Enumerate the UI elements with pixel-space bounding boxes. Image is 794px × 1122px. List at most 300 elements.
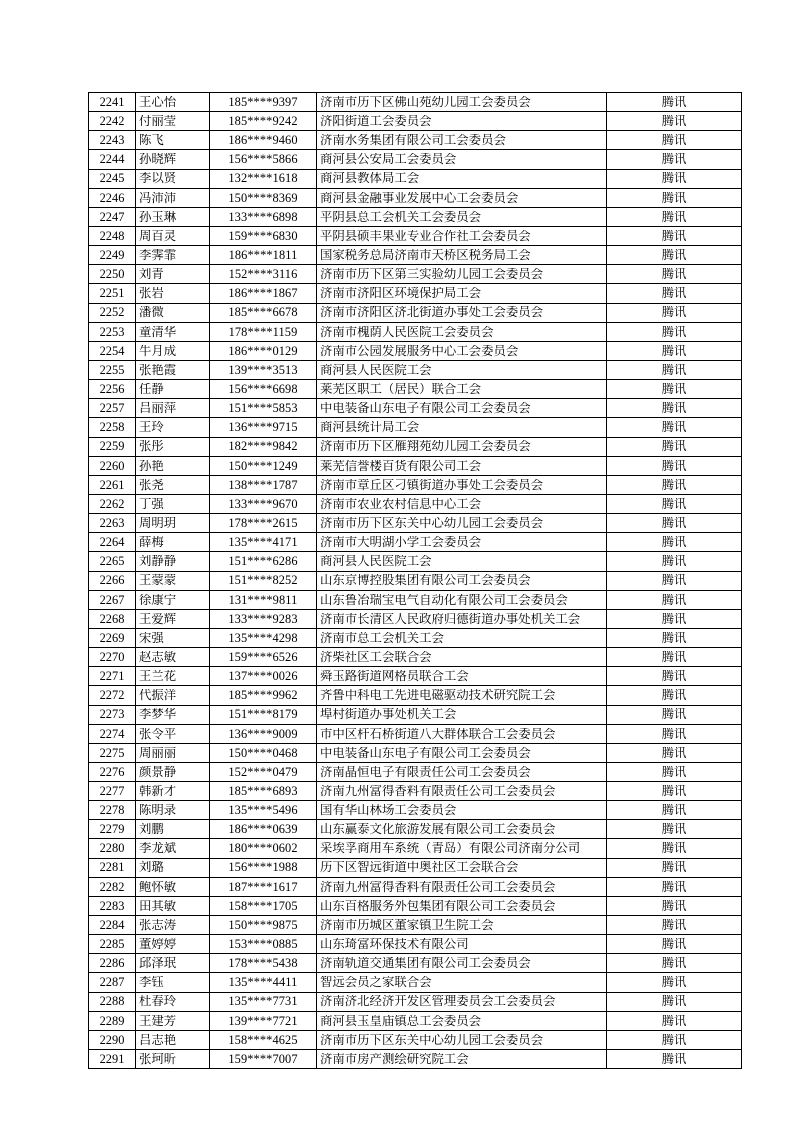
cell-sequence-number — [89, 648, 136, 667]
cell-sequence-number — [89, 112, 136, 131]
table-row — [89, 724, 742, 743]
cell-sequence-number — [89, 533, 136, 552]
cell-source — [607, 456, 742, 475]
cell-union-organization — [317, 858, 607, 877]
cell-phone-number — [210, 973, 317, 992]
cell-phone-number-text: 186****0639 — [228, 823, 298, 836]
cell-union-organization — [317, 131, 607, 150]
cell-sequence-number — [89, 877, 136, 896]
cell-member-name — [136, 150, 210, 169]
cell-source — [607, 169, 742, 188]
cell-sequence-number — [89, 131, 136, 150]
cell-phone-number — [210, 494, 317, 513]
cell-phone-number-text: 159****6830 — [228, 229, 298, 243]
cell-member-name — [136, 782, 210, 801]
cell-member-name-text: 周明玥 — [139, 516, 177, 530]
cell-source — [607, 112, 742, 131]
table-row — [89, 896, 742, 915]
cell-sequence-number-text: 2267 — [99, 593, 125, 606]
cell-sequence-number — [89, 954, 136, 973]
cell-member-name — [136, 1011, 210, 1030]
cell-member-name — [136, 686, 210, 705]
table-row — [89, 628, 742, 647]
cell-union-organization-text: 济南市历下区东关中心幼儿园工会委员会 — [320, 516, 544, 530]
cell-sequence-number-text: 2288 — [99, 995, 125, 1008]
cell-member-name-text: 孙玉琳 — [139, 210, 177, 224]
cell-union-organization — [317, 686, 607, 705]
cell-phone-number-text: 186****9460 — [228, 134, 298, 147]
cell-source-text: 腾讯 — [661, 784, 687, 798]
roster-table — [88, 92, 742, 1069]
cell-member-name-text: 董婷婷 — [139, 938, 177, 951]
cell-sequence-number-text: 2274 — [99, 727, 125, 740]
table-row — [89, 303, 742, 322]
cell-phone-number — [210, 475, 317, 494]
cell-member-name-text: 孙艳 — [139, 459, 164, 472]
cell-source-text: 腾讯 — [661, 153, 687, 166]
cell-member-name — [136, 954, 210, 973]
cell-union-organization-text: 济南九州富得香料有限责任公司工会委员会 — [320, 784, 556, 798]
table-row — [89, 705, 742, 724]
cell-phone-number — [210, 686, 317, 705]
cell-member-name — [136, 896, 210, 915]
table-row — [89, 533, 742, 552]
cell-phone-number-text: 186****0129 — [228, 344, 298, 358]
cell-union-organization — [317, 705, 607, 724]
cell-source-text: 腾讯 — [661, 363, 687, 377]
cell-phone-number-text: 135****4298 — [228, 631, 298, 645]
cell-union-organization — [317, 93, 607, 112]
cell-phone-number-text: 133****9283 — [228, 612, 298, 626]
cell-phone-number-text: 151****6286 — [228, 555, 298, 568]
cell-union-organization — [317, 1050, 607, 1069]
cell-member-name-text: 王兰花 — [139, 670, 177, 683]
cell-sequence-number-text: 2264 — [99, 536, 125, 549]
cell-member-name — [136, 916, 210, 935]
cell-phone-number-text: 150****8369 — [228, 191, 298, 204]
cell-source — [607, 207, 742, 226]
cell-member-name — [136, 475, 210, 494]
roster-table-container — [88, 92, 706, 1069]
cell-source-text: 腾讯 — [661, 1052, 687, 1066]
cell-phone-number — [210, 1030, 317, 1049]
cell-source — [607, 494, 742, 513]
cell-source-text: 腾讯 — [661, 402, 687, 415]
table-row — [89, 935, 742, 954]
cell-source-text: 腾讯 — [661, 804, 687, 817]
cell-sequence-number-text: 2277 — [99, 784, 125, 798]
cell-member-name — [136, 93, 210, 112]
cell-phone-number-text: 178****5438 — [228, 957, 298, 970]
cell-sequence-number — [89, 1011, 136, 1030]
cell-union-organization — [317, 839, 607, 858]
cell-union-organization — [317, 475, 607, 494]
cell-member-name — [136, 514, 210, 533]
cell-phone-number-text: 135****7731 — [228, 995, 298, 1008]
cell-source-text: 腾讯 — [661, 727, 687, 740]
cell-union-organization-text: 埠村街道办事处机关工会 — [320, 708, 457, 721]
cell-source — [607, 265, 742, 284]
cell-source-text: 腾讯 — [661, 842, 687, 855]
cell-phone-number-text: 151****8252 — [228, 574, 298, 587]
cell-union-organization-text: 平阴县总工会机关工会委员会 — [320, 210, 482, 224]
table-row — [89, 954, 742, 973]
cell-source — [607, 916, 742, 935]
cell-member-name-text: 冯沛沛 — [139, 191, 177, 204]
cell-phone-number — [210, 131, 317, 150]
cell-phone-number — [210, 935, 317, 954]
cell-phone-number-text: 185****6678 — [228, 306, 298, 319]
cell-source-text: 腾讯 — [661, 612, 687, 626]
table-row — [89, 973, 742, 992]
cell-phone-number — [210, 169, 317, 188]
cell-phone-number — [210, 705, 317, 724]
cell-source-text: 腾讯 — [661, 115, 687, 128]
cell-phone-number-text: 135****4411 — [228, 976, 298, 989]
cell-union-organization-text: 济南市房产测绘研究院工会 — [320, 1052, 469, 1066]
cell-union-organization — [317, 533, 607, 552]
cell-phone-number — [210, 112, 317, 131]
cell-union-organization — [317, 341, 607, 360]
cell-phone-number-text: 137****0026 — [228, 670, 298, 683]
cell-member-name-text: 潘微 — [139, 306, 164, 319]
cell-union-organization — [317, 916, 607, 935]
cell-member-name — [136, 131, 210, 150]
cell-member-name — [136, 552, 210, 571]
cell-union-organization-text: 济南市历下区佛山苑幼儿园工会委员会 — [320, 95, 531, 109]
cell-union-organization — [317, 360, 607, 379]
cell-member-name-text: 周百灵 — [139, 229, 177, 243]
cell-source — [607, 533, 742, 552]
cell-sequence-number-text: 2273 — [99, 708, 125, 721]
cell-sequence-number-text: 2260 — [99, 459, 125, 472]
cell-union-organization — [317, 380, 607, 399]
cell-phone-number-text: 133****6898 — [228, 210, 298, 224]
cell-sequence-number — [89, 514, 136, 533]
cell-member-name — [136, 456, 210, 475]
table-row — [89, 399, 742, 418]
cell-member-name-text: 李钰 — [139, 976, 164, 989]
cell-source-text: 腾讯 — [661, 172, 687, 185]
cell-member-name — [136, 801, 210, 820]
cell-source — [607, 743, 742, 762]
cell-union-organization — [317, 150, 607, 169]
table-row — [89, 188, 742, 207]
cell-phone-number-text: 158****1705 — [228, 899, 298, 913]
cell-source-text: 腾讯 — [661, 516, 687, 530]
cell-union-organization-text: 莱芜区职工（居民）联合工会 — [320, 382, 482, 396]
cell-sequence-number — [89, 150, 136, 169]
table-row — [89, 571, 742, 590]
cell-union-organization — [317, 954, 607, 973]
cell-phone-number-text: 151****8179 — [228, 708, 298, 721]
cell-sequence-number-text: 2253 — [99, 325, 125, 338]
cell-source-text: 腾讯 — [661, 210, 687, 224]
cell-union-organization-text: 山东京博控股集团有限公司工会委员会 — [320, 574, 531, 587]
cell-phone-number-text: 150****9875 — [228, 918, 298, 932]
cell-member-name — [136, 284, 210, 303]
cell-sequence-number — [89, 456, 136, 475]
cell-phone-number — [210, 609, 317, 628]
cell-union-organization-text: 山东琦富环保技术有限公司 — [320, 938, 469, 951]
cell-source — [607, 303, 742, 322]
cell-sequence-number — [89, 1030, 136, 1049]
cell-sequence-number — [89, 399, 136, 418]
cell-phone-number — [210, 93, 317, 112]
cell-source-text: 腾讯 — [661, 325, 687, 338]
table-row — [89, 112, 742, 131]
cell-sequence-number-text: 2286 — [99, 957, 125, 970]
cell-member-name — [136, 743, 210, 762]
cell-source-text: 腾讯 — [661, 497, 687, 511]
cell-member-name — [136, 322, 210, 341]
cell-member-name — [136, 877, 210, 896]
cell-union-organization-text: 济南市农业农村信息中心工会 — [320, 497, 482, 511]
cell-union-organization — [317, 973, 607, 992]
cell-sequence-number — [89, 1050, 136, 1069]
cell-source-text: 腾讯 — [661, 421, 687, 434]
table-row — [89, 246, 742, 265]
cell-sequence-number — [89, 322, 136, 341]
cell-member-name — [136, 667, 210, 686]
cell-union-organization-text: 市中区杆石桥街道八大群体联合工会委员会 — [320, 727, 556, 740]
cell-member-name — [136, 226, 210, 245]
cell-member-name-text: 孙晓辉 — [139, 153, 177, 166]
cell-sequence-number-text: 2254 — [99, 344, 125, 358]
cell-member-name-text: 丁强 — [139, 497, 164, 511]
cell-phone-number-text: 185****9962 — [228, 689, 298, 702]
cell-source-text: 腾讯 — [661, 593, 687, 606]
cell-union-organization-text: 平阴县硕丰果业专业合作社工会委员会 — [320, 229, 531, 243]
cell-source — [607, 226, 742, 245]
cell-union-organization — [317, 226, 607, 245]
cell-member-name-text: 付丽莹 — [139, 115, 177, 128]
cell-union-organization-text: 商河县公安局工会委员会 — [320, 153, 457, 166]
cell-phone-number — [210, 1050, 317, 1069]
cell-union-organization-text: 济南济北经济开发区管理委员会工会委员会 — [320, 995, 556, 1008]
cell-sequence-number-text: 2283 — [99, 899, 125, 913]
cell-sequence-number-text: 2251 — [99, 287, 125, 300]
cell-member-name-text: 童清华 — [139, 325, 177, 338]
cell-phone-number — [210, 1011, 317, 1030]
table-row — [89, 207, 742, 226]
cell-union-organization-text: 济南市长清区人民政府归德街道办事处机关工会 — [320, 612, 581, 626]
cell-phone-number-text: 139****3513 — [228, 363, 298, 377]
cell-source-text: 腾讯 — [661, 287, 687, 300]
cell-phone-number-text: 185****6893 — [228, 784, 298, 798]
cell-source — [607, 762, 742, 781]
cell-phone-number-text: 185****9242 — [228, 115, 298, 128]
cell-union-organization — [317, 935, 607, 954]
cell-sequence-number-text: 2257 — [99, 402, 125, 415]
cell-phone-number — [210, 724, 317, 743]
cell-member-name-text: 杜春玲 — [139, 995, 177, 1008]
cell-phone-number-text: 182****9842 — [228, 440, 298, 453]
cell-phone-number — [210, 896, 317, 915]
cell-phone-number-text: 185****9397 — [228, 95, 298, 109]
cell-member-name-text: 赵志敏 — [139, 650, 177, 664]
cell-member-name — [136, 571, 210, 590]
cell-member-name — [136, 820, 210, 839]
cell-union-organization-text: 济南市大明湖小学工会委员会 — [320, 536, 482, 549]
cell-union-organization-text: 山东鲁冶瑞宝电气自动化有限公司工会委员会 — [320, 593, 568, 606]
cell-union-organization — [317, 896, 607, 915]
cell-sequence-number — [89, 226, 136, 245]
cell-member-name — [136, 360, 210, 379]
cell-union-organization-text: 济阳街道工会委员会 — [320, 115, 432, 128]
cell-member-name-text: 张令平 — [139, 727, 177, 740]
cell-sequence-number-text: 2291 — [99, 1052, 125, 1066]
cell-member-name — [136, 533, 210, 552]
cell-phone-number — [210, 648, 317, 667]
cell-sequence-number-text: 2243 — [99, 134, 125, 147]
cell-source — [607, 150, 742, 169]
cell-union-organization — [317, 437, 607, 456]
cell-union-organization — [317, 571, 607, 590]
cell-source — [607, 399, 742, 418]
cell-member-name — [136, 724, 210, 743]
cell-sequence-number-text: 2245 — [99, 172, 125, 185]
cell-member-name-text: 周丽丽 — [139, 746, 177, 760]
cell-sequence-number — [89, 571, 136, 590]
cell-member-name — [136, 648, 210, 667]
cell-member-name — [136, 1050, 210, 1069]
cell-union-organization-text: 山东百格服务外包集团有限公司工会委员会 — [320, 899, 556, 913]
cell-sequence-number — [89, 973, 136, 992]
cell-union-organization — [317, 552, 607, 571]
cell-union-organization — [317, 418, 607, 437]
cell-union-organization-text: 济南市济阳区环境保护局工会 — [320, 287, 482, 300]
cell-member-name-text: 鲍怀敏 — [139, 880, 177, 894]
cell-source — [607, 93, 742, 112]
cell-source-text: 腾讯 — [661, 918, 687, 932]
cell-union-organization-text: 山东赢泰文化旅游发展有限公司工会委员会 — [320, 823, 556, 836]
cell-member-name-text: 代振洋 — [139, 689, 177, 702]
table-row — [89, 648, 742, 667]
cell-sequence-number-text: 2284 — [99, 918, 125, 932]
cell-sequence-number — [89, 494, 136, 513]
cell-sequence-number — [89, 303, 136, 322]
cell-phone-number-text: 187****1617 — [228, 880, 298, 894]
cell-phone-number-text: 150****1249 — [228, 459, 298, 472]
cell-member-name — [136, 705, 210, 724]
cell-union-organization — [317, 820, 607, 839]
cell-sequence-number-text: 2249 — [99, 248, 125, 262]
cell-union-organization — [317, 188, 607, 207]
cell-sequence-number — [89, 552, 136, 571]
cell-phone-number — [210, 916, 317, 935]
cell-sequence-number — [89, 341, 136, 360]
cell-phone-number — [210, 514, 317, 533]
cell-source — [607, 628, 742, 647]
cell-member-name — [136, 590, 210, 609]
cell-member-name — [136, 380, 210, 399]
cell-member-name-text: 吕丽萍 — [139, 402, 177, 415]
table-row — [89, 494, 742, 513]
cell-phone-number — [210, 303, 317, 322]
cell-union-organization-text: 智远会员之家联合会 — [320, 976, 432, 989]
cell-sequence-number — [89, 590, 136, 609]
cell-sequence-number-text: 2265 — [99, 555, 125, 568]
cell-source — [607, 437, 742, 456]
cell-phone-number-text: 156****1988 — [228, 861, 298, 874]
cell-union-organization-text: 商河县金融事业发展中心工会委员会 — [320, 191, 519, 204]
cell-phone-number — [210, 992, 317, 1011]
cell-sequence-number — [89, 782, 136, 801]
table-row — [89, 284, 742, 303]
cell-phone-number-text: 136****9715 — [228, 421, 298, 434]
cell-union-organization-text: 济南市公园发展服务中心工会委员会 — [320, 344, 519, 358]
cell-source-text: 腾讯 — [661, 191, 687, 204]
cell-source — [607, 1011, 742, 1030]
cell-member-name-text: 陈飞 — [139, 134, 164, 147]
table-row — [89, 226, 742, 245]
cell-source — [607, 131, 742, 150]
cell-member-name-text: 宋强 — [139, 631, 164, 645]
cell-phone-number-text: 178****2615 — [228, 516, 298, 530]
cell-sequence-number-text: 2289 — [99, 1014, 125, 1028]
cell-member-name — [136, 1030, 210, 1049]
cell-source-text: 腾讯 — [661, 899, 687, 913]
cell-union-organization — [317, 762, 607, 781]
cell-union-organization — [317, 628, 607, 647]
cell-member-name — [136, 207, 210, 226]
cell-source — [607, 514, 742, 533]
cell-source — [607, 380, 742, 399]
cell-union-organization — [317, 284, 607, 303]
cell-sequence-number-text: 2242 — [99, 115, 125, 128]
cell-source — [607, 935, 742, 954]
cell-sequence-number-text: 2255 — [99, 363, 125, 377]
cell-phone-number — [210, 628, 317, 647]
cell-source-text: 腾讯 — [661, 229, 687, 243]
cell-source — [607, 360, 742, 379]
table-row — [89, 762, 742, 781]
cell-union-organization — [317, 667, 607, 686]
cell-phone-number — [210, 380, 317, 399]
cell-phone-number — [210, 533, 317, 552]
cell-sequence-number — [89, 93, 136, 112]
cell-sequence-number-text: 2244 — [99, 153, 125, 166]
cell-phone-number-text: 156****5866 — [228, 153, 298, 166]
table-row — [89, 93, 742, 112]
cell-union-organization-text: 国家税务总局济南市天桥区税务局工会 — [320, 248, 531, 262]
cell-member-name-text: 牛月成 — [139, 344, 177, 358]
cell-source — [607, 648, 742, 667]
cell-member-name — [136, 341, 210, 360]
cell-phone-number — [210, 207, 317, 226]
cell-sequence-number-text: 2282 — [99, 880, 125, 894]
table-row — [89, 801, 742, 820]
cell-sequence-number-text: 2287 — [99, 976, 125, 989]
cell-phone-number-text: 132****1618 — [228, 172, 298, 185]
cell-phone-number-text: 186****1867 — [228, 287, 298, 300]
cell-phone-number — [210, 801, 317, 820]
cell-phone-number — [210, 246, 317, 265]
cell-union-organization-text: 莱芜信誉楼百货有限公司工会 — [320, 459, 482, 472]
cell-sequence-number — [89, 284, 136, 303]
cell-union-organization-text: 济南市历下区雁翔苑幼儿园工会委员会 — [320, 440, 531, 453]
table-row — [89, 609, 742, 628]
cell-union-organization-text: 济南九州富得香料有限责任公司工会委员会 — [320, 880, 556, 894]
cell-source — [607, 858, 742, 877]
cell-member-name-text: 王建芳 — [139, 1014, 177, 1028]
cell-phone-number — [210, 399, 317, 418]
cell-source — [607, 188, 742, 207]
table-row — [89, 877, 742, 896]
cell-member-name — [136, 437, 210, 456]
cell-member-name-text: 李梦华 — [139, 708, 177, 721]
